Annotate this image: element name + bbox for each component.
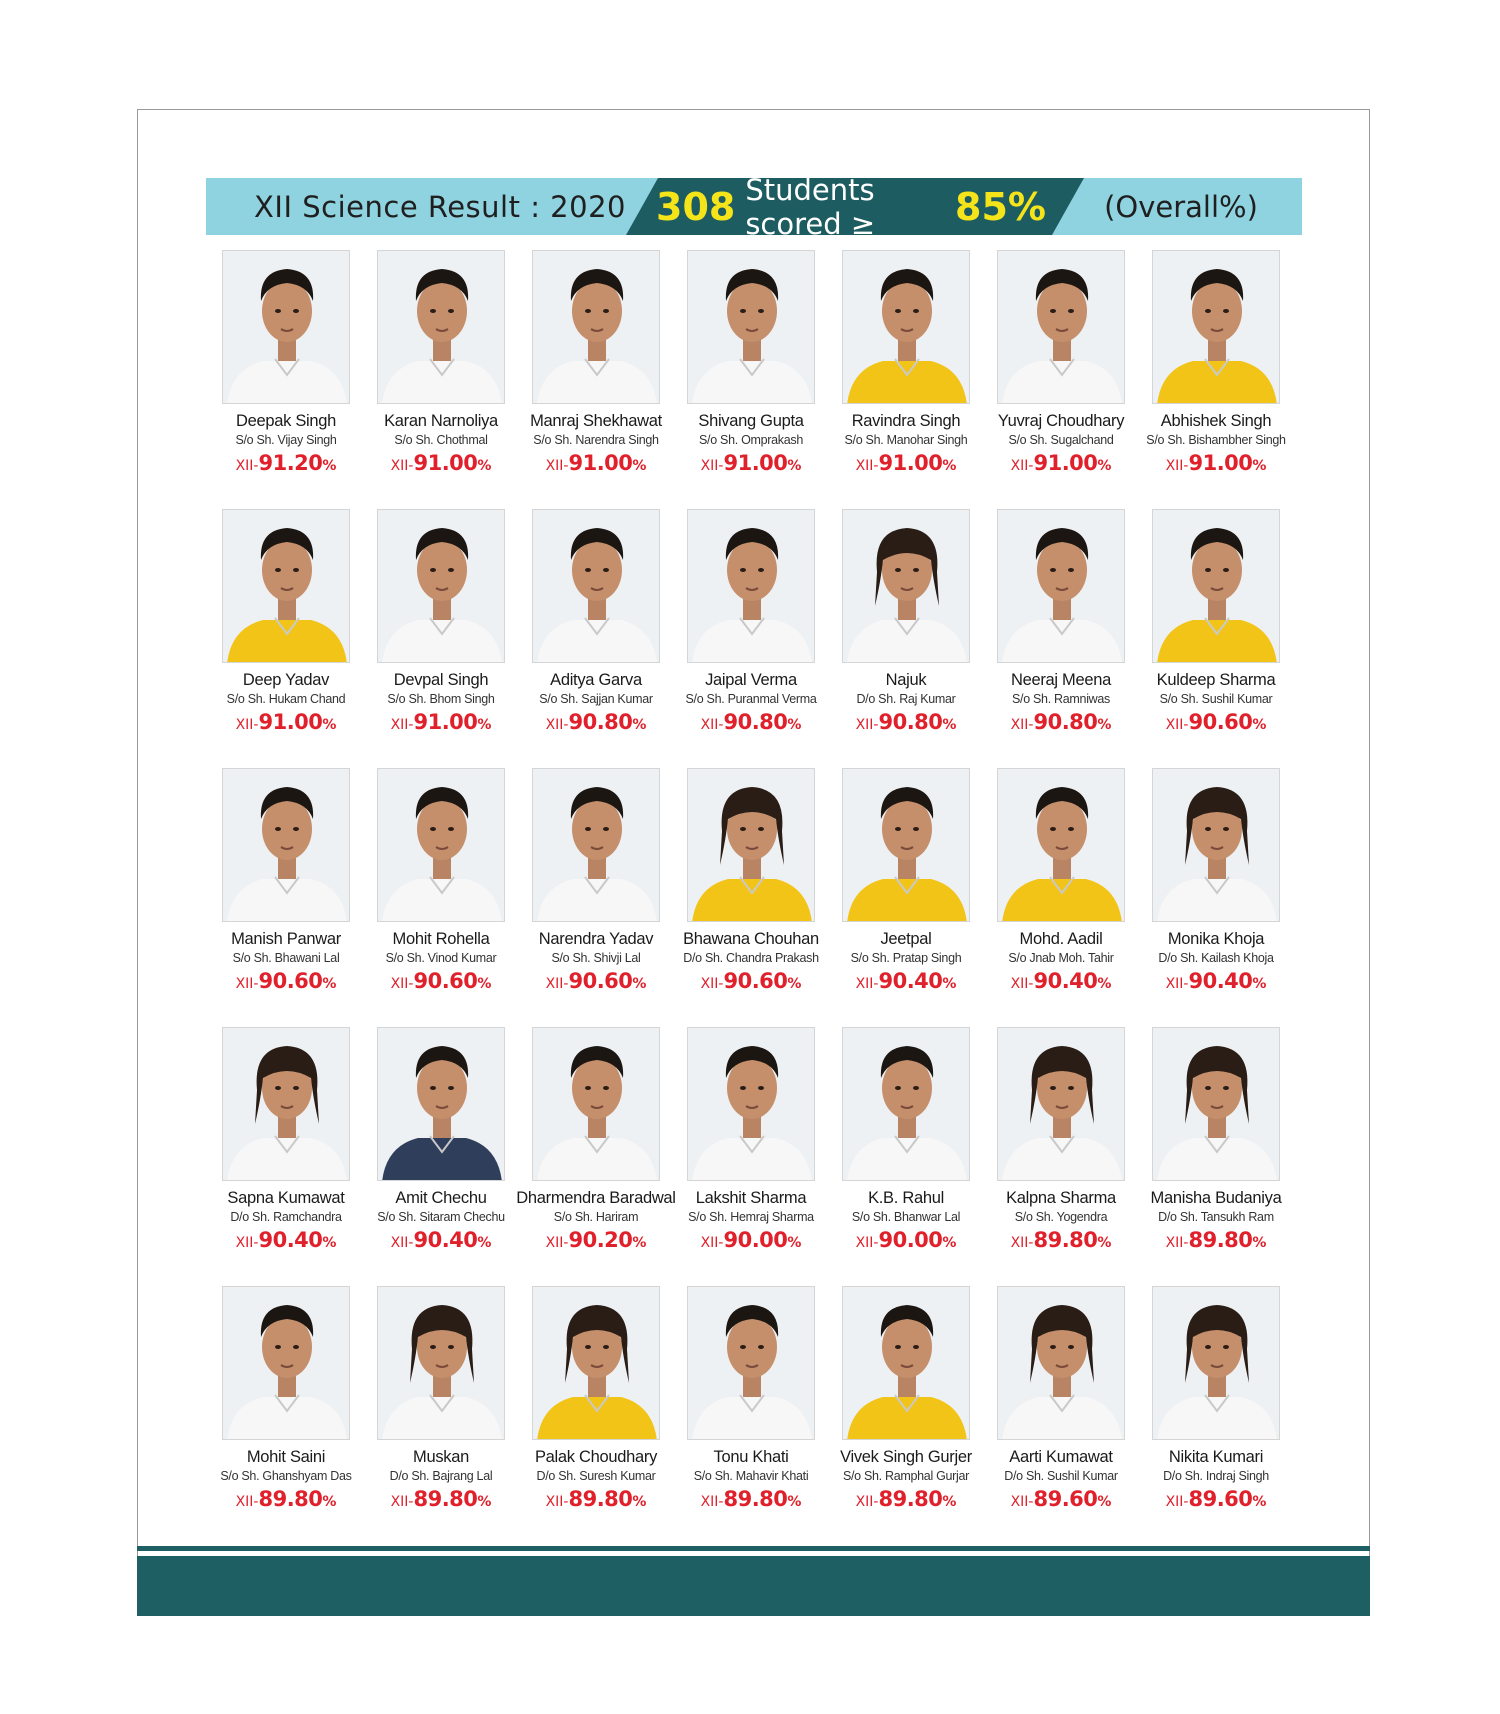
score-prefix: XII- — [1010, 976, 1034, 992]
student-name: Mohit Saini — [246, 1448, 326, 1466]
student-score — [826, 1487, 986, 1511]
student-parent: S/o Sh. Narendra Singh — [533, 433, 659, 447]
student-name: Abhishek Singh — [1160, 412, 1272, 430]
student-photo — [1152, 509, 1280, 663]
score-percent-sign: % — [477, 1494, 492, 1510]
score-value: 89.80 — [1033, 1228, 1098, 1252]
student-score — [206, 451, 366, 475]
student-name: Aarti Kumawat — [1009, 1448, 1113, 1466]
student-score — [671, 710, 831, 734]
student-photo — [842, 768, 970, 922]
score-percent-sign: % — [322, 717, 337, 733]
student-photo — [377, 768, 505, 922]
score-value: 91.00 — [258, 710, 323, 734]
score-prefix: XII- — [700, 458, 724, 474]
student-parent: D/o Sh. Tansukh Ram — [1158, 1210, 1274, 1224]
score-percent-sign: % — [787, 1494, 802, 1510]
score-value: 89.80 — [878, 1487, 943, 1511]
student-card — [516, 768, 676, 1003]
score-value: 90.60 — [723, 969, 788, 993]
student-parent: D/o Sh. Bajrang Lal — [389, 1469, 493, 1483]
student-card — [826, 768, 986, 1003]
student-card — [981, 1027, 1141, 1262]
score-value: 90.80 — [878, 710, 943, 734]
student-card — [671, 1027, 831, 1262]
student-photo — [997, 1286, 1125, 1440]
student-card — [1136, 250, 1296, 485]
student-photo — [687, 1027, 815, 1181]
score-prefix: XII- — [1165, 1235, 1189, 1251]
score-value: 90.00 — [878, 1228, 943, 1252]
student-photo — [532, 1027, 660, 1181]
score-percent-sign: % — [632, 458, 647, 474]
score-percent-sign: % — [942, 976, 957, 992]
student-card — [981, 1286, 1141, 1521]
student-name: Yuvraj Choudhary — [997, 412, 1125, 430]
student-card — [361, 1286, 521, 1521]
student-name: Manraj Shekhawat — [530, 412, 662, 430]
student-card — [361, 509, 521, 744]
student-card — [516, 1027, 676, 1262]
student-parent: S/o Sh. Vinod Kumar — [385, 951, 497, 965]
score-percent-sign: % — [632, 1235, 647, 1251]
student-parent: S/o Sh. Shivji Lal — [551, 951, 641, 965]
student-name: Aditya Garva — [550, 671, 642, 689]
student-parent: D/o Sh. Chandra Prakash — [683, 951, 819, 965]
score-value: 91.00 — [723, 451, 788, 475]
student-score — [981, 710, 1141, 734]
student-card — [981, 509, 1141, 744]
student-score — [361, 969, 521, 993]
student-card — [826, 250, 986, 485]
student-card — [671, 1286, 831, 1521]
score-percent-sign: % — [1097, 976, 1112, 992]
footer-band — [137, 1556, 1370, 1616]
student-card — [826, 1286, 986, 1521]
student-card — [981, 250, 1141, 485]
students-grid — [206, 250, 1296, 1510]
score-prefix: XII- — [855, 717, 879, 733]
score-value: 90.40 — [878, 969, 943, 993]
student-photo — [222, 509, 350, 663]
student-photo — [842, 1286, 970, 1440]
student-score — [206, 1228, 366, 1252]
student-card — [981, 768, 1141, 1003]
student-parent: S/o Jnab Moh. Tahir — [1008, 951, 1114, 965]
student-score — [516, 710, 676, 734]
student-photo — [377, 1027, 505, 1181]
student-name: Jeetpal — [880, 930, 932, 948]
score-percent-sign: % — [1252, 1235, 1267, 1251]
score-value: 91.00 — [568, 451, 633, 475]
student-score — [361, 710, 521, 734]
score-prefix: XII- — [235, 717, 259, 733]
student-parent: D/o Sh. Sushil Kumar — [1004, 1469, 1118, 1483]
student-parent: D/o Sh. Indraj Singh — [1163, 1469, 1269, 1483]
student-photo — [532, 509, 660, 663]
score-percent-sign: % — [632, 976, 647, 992]
student-score — [361, 1487, 521, 1511]
student-score — [206, 710, 366, 734]
score-value: 91.20 — [258, 451, 323, 475]
score-prefix: XII- — [855, 458, 879, 474]
student-parent: S/o Sh. Vijay Singh — [235, 433, 337, 447]
score-value: 89.80 — [568, 1487, 633, 1511]
student-score — [981, 451, 1141, 475]
student-score — [1136, 710, 1296, 734]
score-percent-sign: % — [942, 717, 957, 733]
student-name: Sapna Kumawat — [227, 1189, 345, 1207]
student-name: Mohit Rohella — [392, 930, 490, 948]
score-value: 91.00 — [1033, 451, 1098, 475]
student-name: Neeraj Meena — [1010, 671, 1112, 689]
score-prefix: XII- — [390, 458, 414, 474]
score-percent-sign: % — [632, 1494, 647, 1510]
student-parent: S/o Sh. Chothmal — [394, 433, 488, 447]
score-prefix: XII- — [855, 1235, 879, 1251]
student-score — [671, 969, 831, 993]
student-name: Dharmendra Baradwal — [516, 1189, 676, 1207]
student-parent: S/o Sh. Sugalchand — [1008, 433, 1114, 447]
student-photo — [687, 768, 815, 922]
student-photo — [1152, 1286, 1280, 1440]
score-percent-sign: % — [1097, 1494, 1112, 1510]
score-value: 91.00 — [878, 451, 943, 475]
score-percent-sign: % — [322, 1494, 337, 1510]
student-name: Devpal Singh — [393, 671, 489, 689]
student-photo — [687, 1286, 815, 1440]
student-card — [671, 250, 831, 485]
score-percent-sign: % — [477, 976, 492, 992]
student-photo — [842, 509, 970, 663]
score-prefix: XII- — [235, 458, 259, 474]
score-percent-sign: % — [1252, 1494, 1267, 1510]
student-photo — [687, 509, 815, 663]
score-value: 90.40 — [258, 1228, 323, 1252]
student-photo — [687, 250, 815, 404]
score-value: 90.80 — [568, 710, 633, 734]
student-score — [516, 1487, 676, 1511]
banner-highlight — [656, 172, 1046, 241]
student-parent: S/o Sh. Bhanwar Lal — [851, 1210, 961, 1224]
score-prefix: XII- — [1165, 458, 1189, 474]
student-card — [206, 1027, 366, 1262]
student-parent: S/o Sh. Sushil Kumar — [1159, 692, 1273, 706]
student-name: Nikita Kumari — [1168, 1448, 1264, 1466]
student-name: Manish Panwar — [231, 930, 341, 948]
banner-title: XII Science Result : 2020 — [254, 189, 626, 224]
score-value: 90.60 — [1188, 710, 1253, 734]
score-prefix: XII- — [235, 1235, 259, 1251]
banner-overall-label: (Overall%) — [1104, 189, 1258, 224]
score-prefix: XII- — [1010, 717, 1034, 733]
student-photo — [377, 1286, 505, 1440]
student-name: Muskan — [413, 1448, 469, 1466]
student-photo — [532, 250, 660, 404]
score-value: 90.00 — [723, 1228, 788, 1252]
student-name: Mohd. Aadil — [1019, 930, 1103, 948]
score-percent-sign: % — [942, 1494, 957, 1510]
student-card — [206, 509, 366, 744]
student-name: Tonu Khati — [713, 1448, 789, 1466]
score-prefix: XII- — [1010, 1494, 1034, 1510]
student-score — [671, 1228, 831, 1252]
score-value: 89.60 — [1033, 1487, 1098, 1511]
student-parent: S/o Sh. Yogendra — [1014, 1210, 1108, 1224]
student-parent: D/o Sh. Suresh Kumar — [536, 1469, 656, 1483]
score-percent-sign: % — [787, 717, 802, 733]
score-value: 91.00 — [413, 451, 478, 475]
score-prefix: XII- — [390, 976, 414, 992]
student-parent: S/o Sh. Puranmal Verma — [685, 692, 817, 706]
student-card — [206, 1286, 366, 1521]
score-prefix: XII- — [700, 976, 724, 992]
student-card — [1136, 1286, 1296, 1521]
student-name: Ravindra Singh — [851, 412, 961, 430]
score-percent-sign: % — [787, 1235, 802, 1251]
score-prefix: XII- — [390, 1494, 414, 1510]
student-card — [1136, 1027, 1296, 1262]
student-score — [671, 1487, 831, 1511]
student-score — [826, 710, 986, 734]
student-photo — [222, 1286, 350, 1440]
student-photo — [222, 250, 350, 404]
score-prefix: XII- — [1010, 1235, 1034, 1251]
score-percent-sign: % — [1252, 717, 1267, 733]
score-percent-sign: % — [477, 1235, 492, 1251]
score-percent-sign: % — [1252, 976, 1267, 992]
student-name: Kalpna Sharma — [1006, 1189, 1116, 1207]
student-score — [1136, 1487, 1296, 1511]
score-value: 90.80 — [723, 710, 788, 734]
student-parent: S/o Sh. Ramphal Gurjar — [842, 1469, 970, 1483]
student-name: K.B. Rahul — [868, 1189, 944, 1207]
student-photo — [1152, 768, 1280, 922]
student-parent: S/o Sh. Pratap Singh — [850, 951, 962, 965]
student-score — [516, 451, 676, 475]
banner-middle-text: Students scored ≥ — [745, 172, 876, 241]
score-percent-sign: % — [1097, 717, 1112, 733]
student-photo — [377, 509, 505, 663]
score-value: 90.60 — [568, 969, 633, 993]
banner-count: 308 — [656, 184, 736, 229]
student-card — [826, 1027, 986, 1262]
student-photo — [532, 1286, 660, 1440]
student-card — [671, 768, 831, 1003]
student-photo — [997, 1027, 1125, 1181]
student-card — [516, 509, 676, 744]
student-photo — [222, 1027, 350, 1181]
score-percent-sign: % — [787, 976, 802, 992]
student-score — [981, 1487, 1141, 1511]
student-name: Monika Khoja — [1167, 930, 1265, 948]
student-score — [516, 969, 676, 993]
banner-threshold: 85% — [955, 184, 1046, 229]
student-score — [516, 1228, 676, 1252]
student-photo — [1152, 1027, 1280, 1181]
score-prefix: XII- — [855, 976, 879, 992]
student-score — [826, 1228, 986, 1252]
student-name: Amit Chechu — [395, 1189, 487, 1207]
student-photo — [997, 768, 1125, 922]
student-name: Shivang Gupta — [698, 412, 804, 430]
student-card — [516, 250, 676, 485]
student-card — [826, 509, 986, 744]
student-score — [981, 969, 1141, 993]
student-score — [1136, 969, 1296, 993]
student-parent: S/o Sh. Bhom Singh — [387, 692, 495, 706]
student-name: Karan Narnoliya — [384, 412, 498, 430]
student-name: Lakshit Sharma — [695, 1189, 807, 1207]
student-score — [1136, 451, 1296, 475]
score-prefix: XII- — [390, 1235, 414, 1251]
score-value: 91.00 — [413, 710, 478, 734]
student-score — [361, 451, 521, 475]
student-card — [1136, 509, 1296, 744]
score-percent-sign: % — [942, 1235, 957, 1251]
student-name: Najuk — [885, 671, 927, 689]
student-card — [206, 768, 366, 1003]
score-prefix: XII- — [1165, 976, 1189, 992]
score-value: 90.80 — [1033, 710, 1098, 734]
score-percent-sign: % — [787, 458, 802, 474]
student-parent: D/o Sh. Kailash Khoja — [1158, 951, 1274, 965]
score-percent-sign: % — [322, 1235, 337, 1251]
student-photo — [997, 509, 1125, 663]
student-parent: S/o Sh. Bishambher Singh — [1146, 433, 1286, 447]
student-name: Kuldeep Sharma — [1156, 671, 1276, 689]
student-parent: S/o Sh. Ramniwas — [1011, 692, 1111, 706]
student-score — [981, 1228, 1141, 1252]
score-prefix: XII- — [545, 976, 569, 992]
student-parent: D/o Sh. Ramchandra — [230, 1210, 342, 1224]
score-prefix: XII- — [1165, 717, 1189, 733]
student-name: Palak Choudhary — [534, 1448, 658, 1466]
student-parent: S/o Sh. Manohar Singh — [844, 433, 968, 447]
score-prefix: XII- — [545, 717, 569, 733]
score-prefix: XII- — [545, 1494, 569, 1510]
score-value: 91.00 — [1188, 451, 1253, 475]
score-percent-sign: % — [1097, 1235, 1112, 1251]
student-score — [206, 1487, 366, 1511]
score-value: 90.60 — [413, 969, 478, 993]
student-parent: S/o Sh. Bhawani Lal — [232, 951, 340, 965]
student-photo — [842, 1027, 970, 1181]
student-score — [826, 969, 986, 993]
score-prefix: XII- — [545, 1235, 569, 1251]
score-value: 89.80 — [723, 1487, 788, 1511]
footer-divider — [137, 1546, 1370, 1551]
score-value: 90.40 — [413, 1228, 478, 1252]
student-score — [206, 969, 366, 993]
score-value: 89.80 — [258, 1487, 323, 1511]
student-parent: S/o Sh. Hariram — [553, 1210, 639, 1224]
result-banner — [206, 172, 1302, 241]
score-percent-sign: % — [322, 976, 337, 992]
student-card — [361, 250, 521, 485]
score-prefix: XII- — [235, 1494, 259, 1510]
score-percent-sign: % — [632, 717, 647, 733]
student-score — [826, 451, 986, 475]
student-card — [361, 1027, 521, 1262]
student-name: Narendra Yadav — [538, 930, 654, 948]
student-name: Deepak Singh — [235, 412, 337, 430]
score-prefix: XII- — [700, 1494, 724, 1510]
score-value: 89.60 — [1188, 1487, 1253, 1511]
score-percent-sign: % — [477, 717, 492, 733]
student-score — [1136, 1228, 1296, 1252]
student-card — [516, 1286, 676, 1521]
student-photo — [377, 250, 505, 404]
student-card — [671, 509, 831, 744]
student-photo — [532, 768, 660, 922]
score-percent-sign: % — [477, 458, 492, 474]
student-name: Manisha Budaniya — [1150, 1189, 1282, 1207]
student-name: Vivek Singh Gurjer — [840, 1448, 972, 1466]
student-card — [1136, 768, 1296, 1003]
student-score — [671, 451, 831, 475]
student-parent: D/o Sh. Raj Kumar — [856, 692, 956, 706]
student-parent: S/o Sh. Hukam Chand — [226, 692, 346, 706]
score-prefix: XII- — [855, 1494, 879, 1510]
score-prefix: XII- — [1010, 458, 1034, 474]
student-parent: S/o Sh. Omprakash — [699, 433, 803, 447]
score-percent-sign: % — [1252, 458, 1267, 474]
score-percent-sign: % — [942, 458, 957, 474]
student-photo — [222, 768, 350, 922]
score-prefix: XII- — [390, 717, 414, 733]
score-prefix: XII- — [1165, 1494, 1189, 1510]
student-name: Jaipal Verma — [705, 671, 797, 689]
score-prefix: XII- — [235, 976, 259, 992]
score-value: 89.80 — [413, 1487, 478, 1511]
score-value: 89.80 — [1188, 1228, 1253, 1252]
score-prefix: XII- — [545, 458, 569, 474]
student-parent: S/o Sh. Sajjan Kumar — [539, 692, 653, 706]
student-photo — [1152, 250, 1280, 404]
score-percent-sign: % — [1097, 458, 1112, 474]
score-value: 90.40 — [1188, 969, 1253, 993]
score-value: 90.40 — [1033, 969, 1098, 993]
student-photo — [842, 250, 970, 404]
student-name: Deep Yadav — [242, 671, 330, 689]
score-value: 90.20 — [568, 1228, 633, 1252]
score-prefix: XII- — [700, 717, 724, 733]
student-card — [206, 250, 366, 485]
student-parent: S/o Sh. Ghanshyam Das — [220, 1469, 352, 1483]
student-name: Bhawana Chouhan — [683, 930, 819, 948]
student-score — [361, 1228, 521, 1252]
student-parent: S/o Sh. Sitaram Chechu — [377, 1210, 505, 1224]
score-percent-sign: % — [322, 458, 337, 474]
score-prefix: XII- — [700, 1235, 724, 1251]
score-value: 90.60 — [258, 969, 323, 993]
student-card — [361, 768, 521, 1003]
student-parent: S/o Sh. Mahavir Khati — [693, 1469, 809, 1483]
student-photo — [997, 250, 1125, 404]
student-parent: S/o Sh. Hemraj Sharma — [688, 1210, 814, 1224]
